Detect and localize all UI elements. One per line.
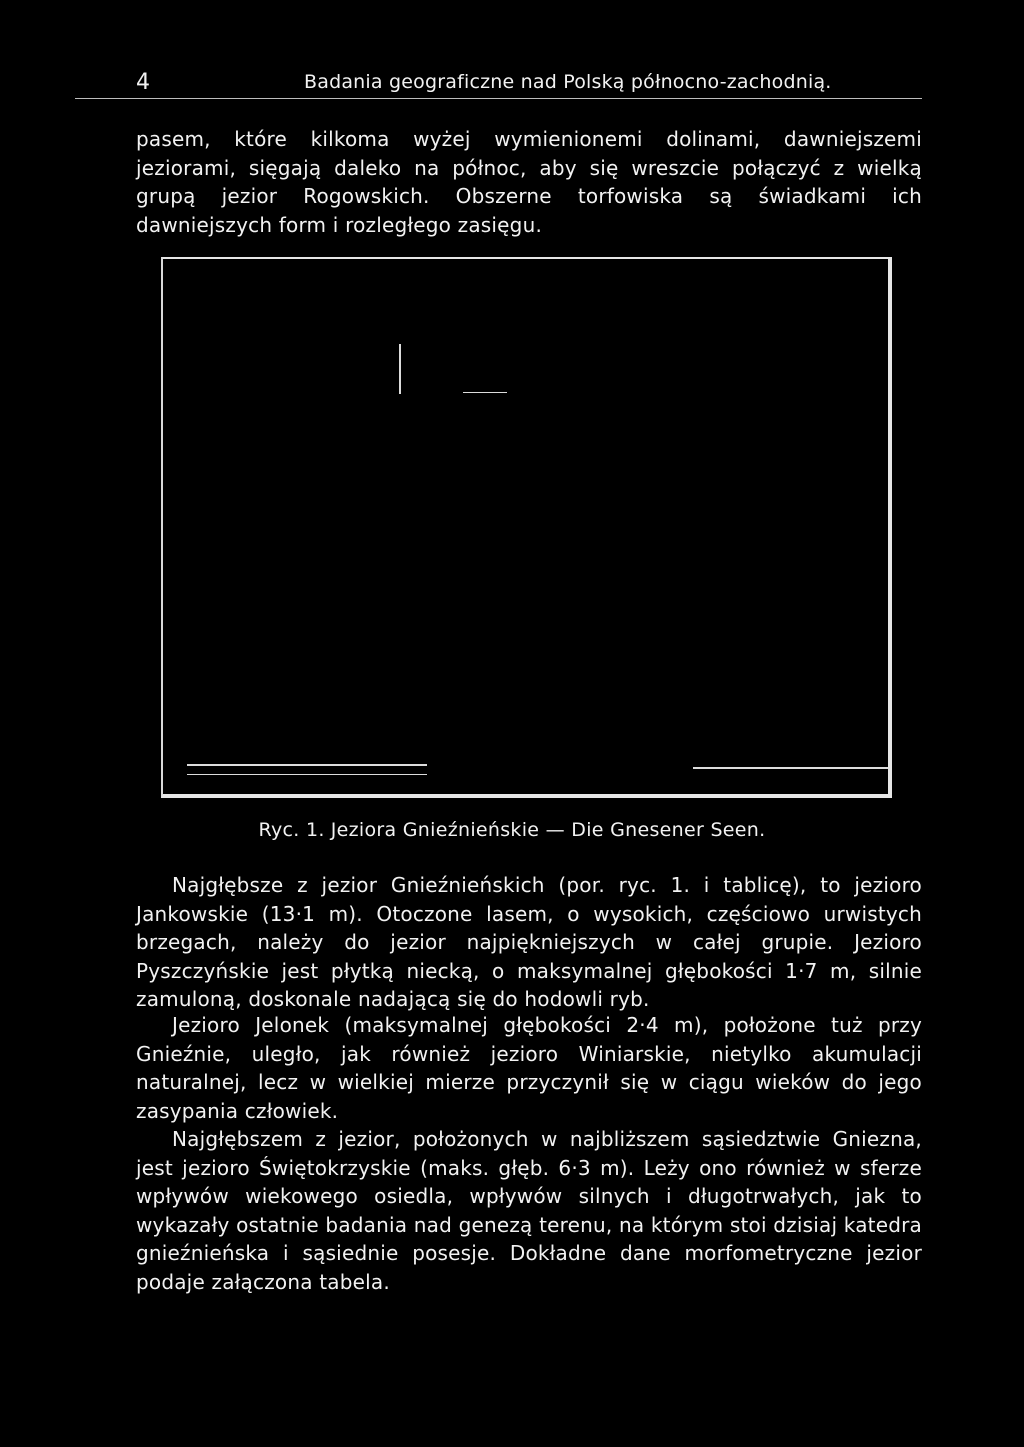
page-number: 4: [136, 70, 150, 95]
figure-map: [161, 257, 893, 799]
figure-mark: [399, 344, 401, 394]
figure-mark: [187, 774, 427, 775]
paragraph-4: Najgłębszem z jezior, położonych w najbliższem sąsiedztwie Gniezna, jest jezioro Świętokrzyskie (maks. głęb. 6·3 m). Leży ono również w sferze wpływów wiekowego osiedla, wpływów silnych i długotrwałych, jak to wykazały ostatnie badania nad genezą terenu, na którym stoi dzisiaj katedra gnieźnieńska i sąsiednie posesje. Dokładne dane morfometryczne jezior podaje załączona tabela.: [136, 1127, 922, 1294]
figure-mark: [463, 392, 507, 393]
figure-mark: [693, 767, 888, 769]
page-header: [136, 70, 922, 100]
figure-caption-text: Jeziora Gnieźnieńskie — Die Gnesener Seen.: [330, 819, 766, 841]
paragraph-2: Najgłębsze z jezior Gnieźnieńskich (por. ryc. 1. i tablicę), to jezioro Jankowskie (13·1 m). Otoczone lasem, o wysokich, częściowo urwistych brzegach, należy do jezior najpiękniejszych w całej grupie. Jezioro Pyszczyńskie jest płytką niecką, o maksymalnej głębokości 1·7 m, silnie zamuloną, doskonale nadającą się do hodowli ryb.: [136, 873, 922, 1011]
figure-frame: [161, 257, 892, 798]
header-rule: [75, 98, 922, 99]
figure-mark: [187, 764, 427, 766]
paragraph-1: pasem, które kilkoma wyżej wymienionemi dolinami, dawniejszemi jeziorami, sięgają daleko na północ, aby się wreszcie połączyć z wielką grupą jezior Rogowskich. Obszerne torfowiska są świadkami ich dawniejszych form i rozległego zasięgu.: [136, 127, 922, 237]
running-title: Badania geograficzne nad Polską północno-zachodnią.: [304, 71, 832, 93]
paragraph-3: Jezioro Jelonek (maksymalnej głębokości 2·4 m), położone tuż przy Gnieźnie, uległo, jak również jezioro Winiarskie, nietylko akumulacji naturalnej, lecz w wielkiej mierze przyczynił się w ciągu wieków do jego zasypania człowiek.: [136, 1013, 922, 1123]
figure-caption: [0, 819, 1024, 841]
figure-caption-label: Ryc. 1.: [258, 819, 325, 841]
